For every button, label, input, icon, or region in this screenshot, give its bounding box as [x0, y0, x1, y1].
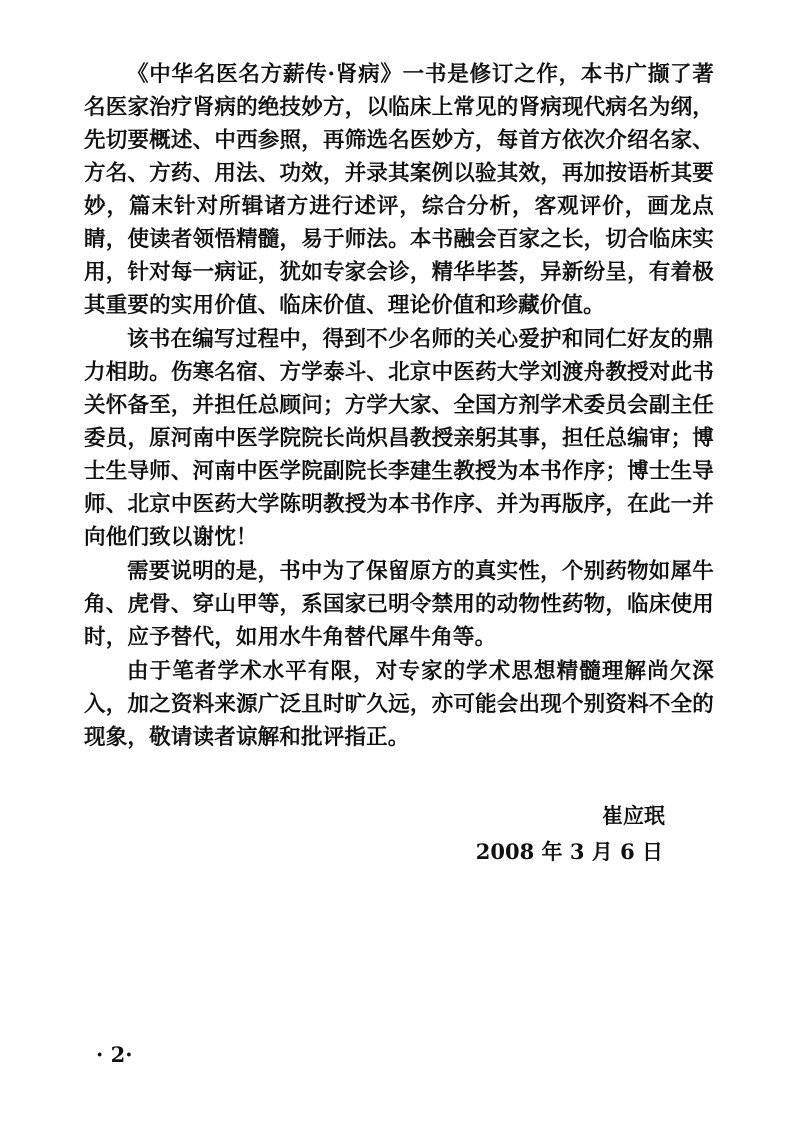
page-number: · 2·: [96, 1042, 133, 1067]
paragraph-4: 由于笔者学术水平有限，对专家的学术思想精髓理解尚欠深入，加之资料来源广泛且时旷久远，亦可能会出现个别资料不全的现象，敬请读者谅解和批评指正。: [84, 659, 714, 750]
paragraph-2: 该书在编写过程中，得到不少名师的关心爱护和同仁好友的鼎力相助。伤寒名宿、方学泰斗、北京中医药大学刘渡舟教授对此书关怀备至，并担任总顾问；方学大家、全国方剂学术委员会副主任委员，原河南中医学院院长尚炽昌教授亲躬其事，担任总编审；博士生导师、河南中医学院副院长李建生教授为本书作序；博士生导师、北京中医药大学陈明教授为本书作序、并为再版序，在此一并向他们致以谢忱！: [84, 327, 714, 550]
preface-body: [84, 58, 714, 754]
signature-date: 2008 年 3 月 6 日: [475, 839, 663, 864]
paragraph-3: 需要说明的是，书中为了保留原方的真实性，个别药物如犀牛角、虎骨、穿山甲等，系国家已明令禁用的动物性药物，临床使用时，应予替代，如用水牛角替代犀牛角等。: [84, 559, 714, 650]
author-signature: 崔应珉: [602, 803, 665, 828]
paragraph-1: 《中华名医名方薪传·肾病》一书是修订之作，本书广撷了著名医家治疗肾病的绝技妙方，以临床上常见的肾病现代病名为纲，先切要概述、中西参照，再筛选名医妙方，每首方依次介绍名家、方名、方药、用法、功效，并录其案例以验其效，再加按语析其要妙，篇末针对所辑诸方进行述评，综合分析，客观评价，画龙点睛，使读者领悟精髓，易于师法。本书融会百家之长，切合临床实用，针对每一病证，犹如专家会诊，精华毕荟，异新纷呈，有着极其重要的实用价值、临床价值、理论价值和珍藏价值。: [84, 62, 714, 318]
